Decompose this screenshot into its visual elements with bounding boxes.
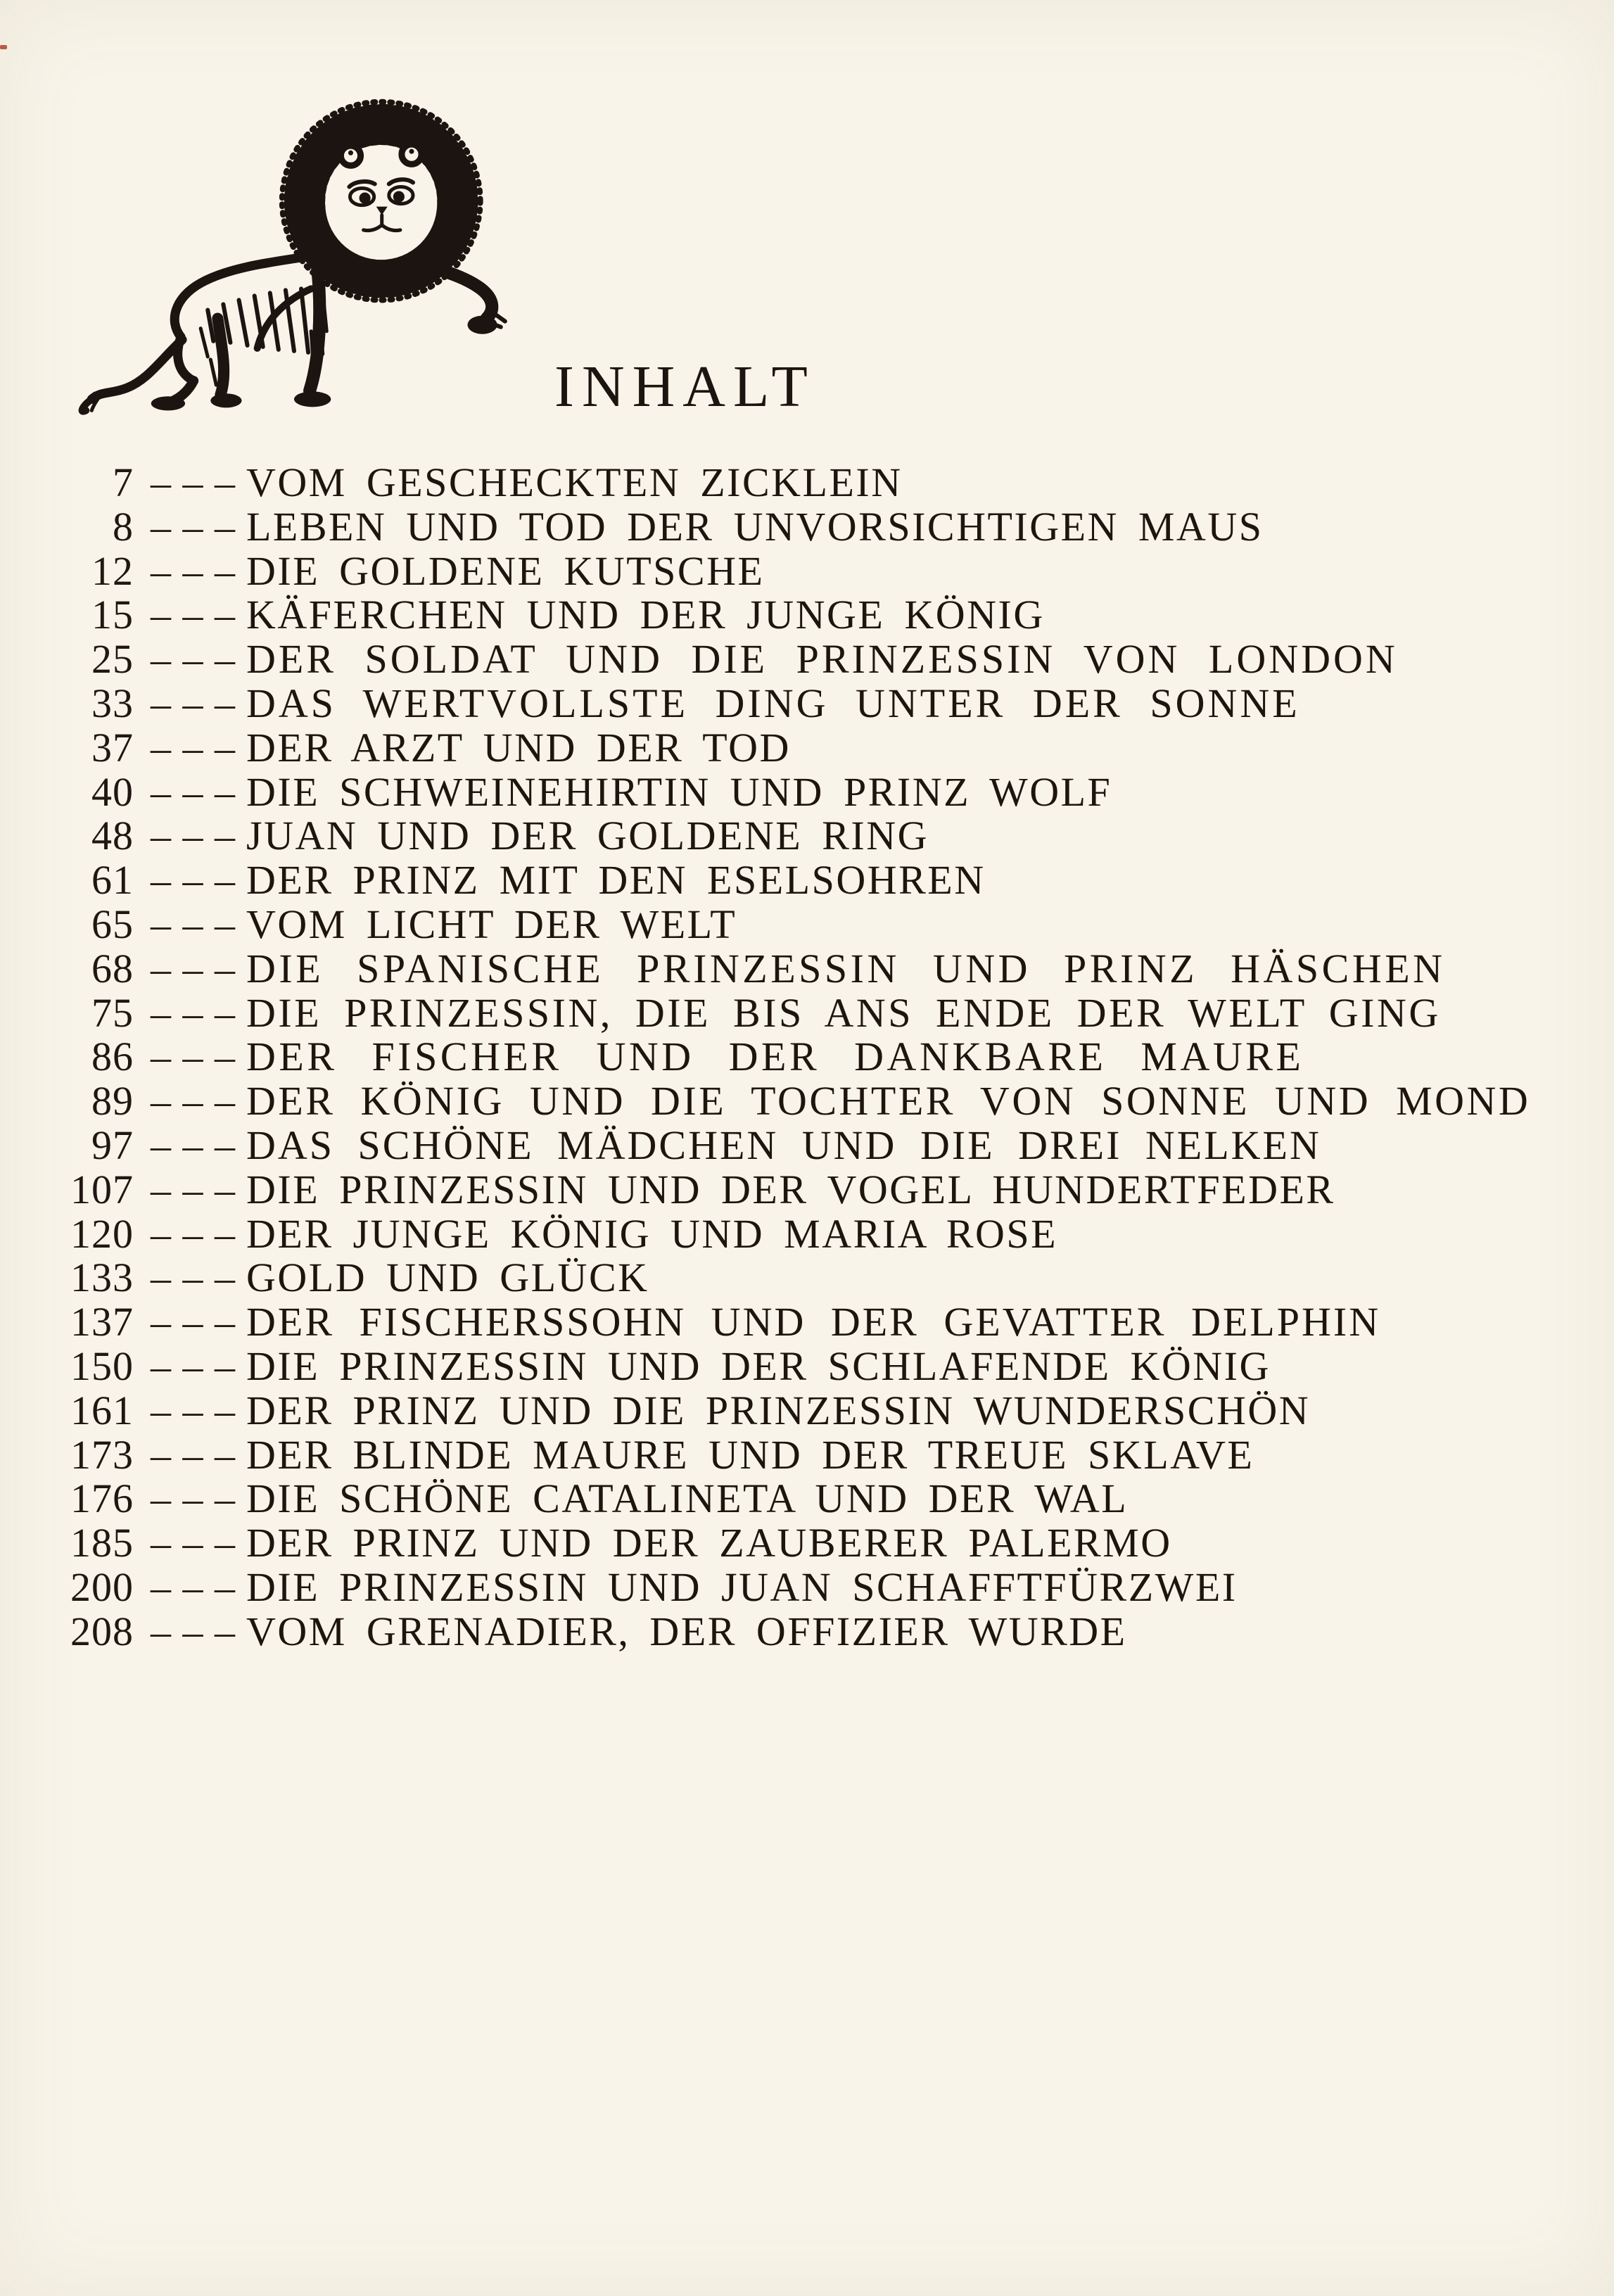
table-of-contents: [0, 459, 1614, 1652]
toc-entry-title: DIE SPANISCHE PRINZESSIN UND PRINZ HÄSCHEN: [246, 945, 1446, 991]
toc-entry: [0, 1210, 1614, 1255]
toc-page-number: 37: [91, 724, 134, 770]
page-title: INHALT: [554, 354, 815, 419]
toc-separator-dashes: – – –: [151, 768, 236, 815]
toc-page-number: 185: [70, 1520, 134, 1566]
toc-separator-dashes: – – –: [151, 1387, 236, 1433]
toc-entry-title: DIE PRINZESSIN, DIE BIS ANS ENDE DER WELT GING: [246, 989, 1441, 1036]
toc-separator-dashes: – – –: [151, 724, 236, 770]
toc-entry: [0, 945, 1614, 989]
toc-page-number: 150: [70, 1343, 134, 1389]
toc-page-number: 8: [113, 503, 134, 550]
toc-page-number: 120: [70, 1210, 134, 1257]
toc-entry: [0, 1254, 1614, 1301]
toc-separator-dashes: – – –: [151, 592, 236, 638]
toc-separator-dashes: – – –: [151, 901, 236, 947]
toc-separator-dashes: – – –: [151, 1122, 236, 1168]
toc-entry: [0, 635, 1614, 683]
toc-entry-title: DER ARZT UND DER TOD: [246, 724, 791, 770]
toc-entry: [0, 901, 1614, 945]
toc-page-number: 107: [70, 1166, 134, 1212]
toc-entry-title: DIE PRINZESSIN UND DER SCHLAFENDE KÖNIG: [246, 1343, 1271, 1389]
toc-entry: [0, 1431, 1614, 1476]
toc-entry-title: VOM GESCHECKTEN ZICKLEIN: [246, 459, 903, 505]
toc-entry-title: VOM GRENADIER, DER OFFIZIER WURDE: [246, 1608, 1127, 1654]
scan-artifact-mark: [0, 45, 7, 49]
toc-entry: [0, 1564, 1614, 1608]
toc-entry: [0, 1033, 1614, 1080]
toc-page-number: 161: [70, 1387, 134, 1433]
toc-entry-title: KÄFERCHEN UND DER JUNGE KÖNIG: [246, 592, 1045, 638]
toc-separator-dashes: – – –: [151, 1078, 236, 1124]
toc-page-number: 68: [91, 945, 134, 991]
toc-page-number: 12: [91, 547, 134, 594]
toc-separator-dashes: – – –: [151, 1255, 236, 1301]
toc-entry: [0, 724, 1614, 768]
lion-woodcut-icon: [62, 76, 529, 417]
toc-entry-title: GOLD UND GLÜCK: [246, 1255, 649, 1301]
toc-page-number: 61: [91, 857, 134, 903]
toc-entry-title: DER PRINZ UND DIE PRINZESSIN WUNDERSCHÖN: [246, 1387, 1311, 1433]
toc-entry-title: DIE PRINZESSIN UND JUAN SCHAFFTFÜRZWEI: [246, 1564, 1238, 1610]
toc-separator-dashes: – – –: [151, 1166, 236, 1212]
toc-entry-title: VOM LICHT DER WELT: [246, 901, 737, 947]
toc-page-number: 75: [91, 989, 134, 1036]
toc-entry: [0, 680, 1614, 724]
toc-separator-dashes: – – –: [151, 1608, 236, 1654]
toc-separator-dashes: – – –: [151, 1299, 236, 1345]
toc-page-number: 40: [91, 768, 134, 815]
toc-entry: [0, 1519, 1614, 1564]
toc-page-number: 25: [91, 636, 134, 683]
toc-entry-title: DER SOLDAT UND DIE PRINZESSIN VON LONDON: [246, 636, 1398, 683]
toc-entry: [0, 1298, 1614, 1343]
toc-entry-title: DIE SCHWEINEHIRTIN UND PRINZ WOLF: [246, 768, 1112, 815]
toc-entry-title: DIE GOLDENE KUTSCHE: [246, 547, 765, 594]
toc-entry-title: DIE PRINZESSIN UND DER VOGEL HUNDERTFEDER: [246, 1166, 1335, 1212]
toc-entry: [0, 1475, 1614, 1522]
toc-entry: [0, 1077, 1614, 1122]
toc-entry-title: DER JUNGE KÖNIG UND MARIA ROSE: [246, 1210, 1058, 1257]
toc-page-number: 33: [91, 680, 134, 726]
toc-entry: [0, 1166, 1614, 1210]
toc-entry: [0, 591, 1614, 638]
toc-entry-title: DER BLINDE MAURE UND DER TREUE SKLAVE: [246, 1431, 1254, 1478]
toc-entry-title: DER KÖNIG UND DIE TOCHTER VON SONNE UND MOND: [246, 1078, 1531, 1124]
toc-separator-dashes: – – –: [151, 680, 236, 726]
toc-page-number: 133: [70, 1255, 134, 1301]
toc-separator-dashes: – – –: [151, 1520, 236, 1566]
toc-entry-title: DAS WERTVOLLSTE DING UNTER DER SONNE: [246, 680, 1300, 726]
toc-entry-title: DER PRINZ MIT DEN ESELSOHREN: [246, 857, 986, 903]
toc-entry-title: DER FISCHER UND DER DANKBARE MAURE: [246, 1034, 1304, 1080]
toc-separator-dashes: – – –: [151, 1564, 236, 1610]
toc-page-number: 200: [70, 1564, 134, 1610]
toc-entry-title: JUAN UND DER GOLDENE RING: [246, 813, 929, 859]
toc-separator-dashes: – – –: [151, 547, 236, 594]
toc-page-number: 65: [91, 901, 134, 947]
toc-page-number: 86: [91, 1034, 134, 1080]
toc-entry: [0, 1608, 1614, 1652]
toc-page-number: 137: [70, 1299, 134, 1345]
toc-entry: [0, 1122, 1614, 1166]
toc-page-number: 176: [70, 1476, 134, 1522]
toc-entry: [0, 768, 1614, 813]
toc-entry-title: DER FISCHERSSOHN UND DER GEVATTER DELPHIN: [246, 1299, 1381, 1345]
toc-separator-dashes: – – –: [151, 1343, 236, 1389]
toc-entry-title: DAS SCHÖNE MÄDCHEN UND DIE DREI NELKEN: [246, 1122, 1321, 1168]
toc-entry-title: LEBEN UND TOD DER UNVORSICHTIGEN MAUS: [246, 503, 1264, 550]
toc-separator-dashes: – – –: [151, 813, 236, 859]
toc-separator-dashes: – – –: [151, 857, 236, 903]
toc-separator-dashes: – – –: [151, 945, 236, 991]
toc-separator-dashes: – – –: [151, 503, 236, 550]
toc-separator-dashes: – – –: [151, 1476, 236, 1522]
toc-entry: [0, 459, 1614, 503]
toc-separator-dashes: – – –: [151, 1431, 236, 1478]
toc-entry: [0, 856, 1614, 901]
toc-entry-title: DIE SCHÖNE CATALINETA UND DER WAL: [246, 1476, 1129, 1522]
toc-entry-title: DER PRINZ UND DER ZAUBERER PALERMO: [246, 1520, 1172, 1566]
toc-entry: [0, 547, 1614, 592]
lion-body: [174, 253, 328, 381]
toc-page-number: 89: [91, 1078, 134, 1124]
toc-page-number: 208: [70, 1608, 134, 1654]
toc-page-number: 7: [113, 459, 134, 505]
lion-face: [325, 144, 437, 260]
toc-entry: [0, 503, 1614, 550]
toc-entry: [0, 812, 1614, 859]
toc-separator-dashes: – – –: [151, 459, 236, 505]
toc-page-number: 15: [91, 592, 134, 638]
toc-page-number: 97: [91, 1122, 134, 1168]
toc-page-number: 48: [91, 813, 134, 859]
toc-separator-dashes: – – –: [151, 1210, 236, 1257]
toc-entry: [0, 1343, 1614, 1387]
toc-separator-dashes: – – –: [151, 989, 236, 1036]
toc-entry: [0, 1387, 1614, 1431]
toc-separator-dashes: – – –: [151, 1034, 236, 1080]
toc-entry: [0, 989, 1614, 1034]
toc-page-number: 173: [70, 1431, 134, 1478]
toc-separator-dashes: – – –: [151, 636, 236, 683]
